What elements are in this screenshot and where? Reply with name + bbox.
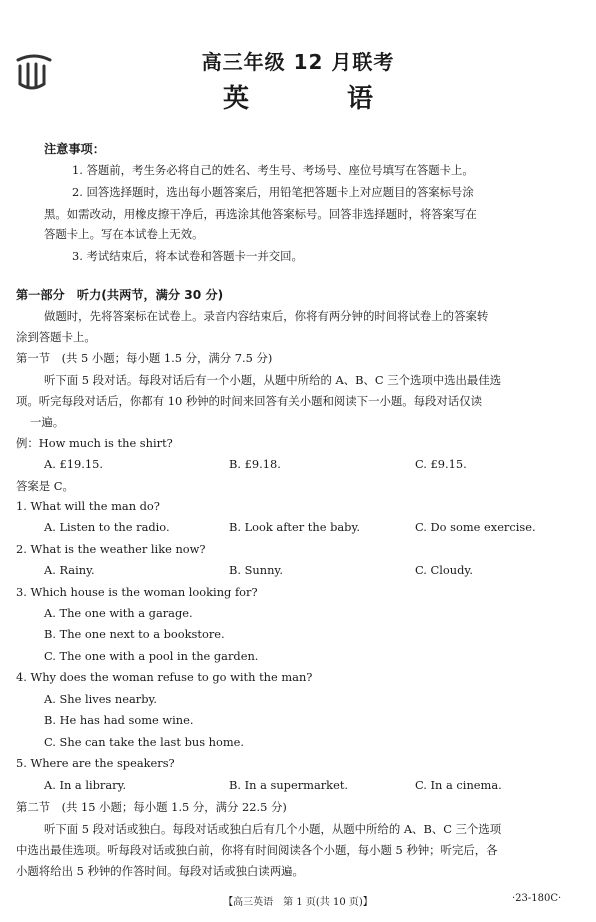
exam-title: 高三年级 12 月联考 (201, 50, 395, 74)
option: C. She can take the last bus home. (44, 735, 245, 749)
section1-heading: 第一节 (共 5 小题；每小题 1.5 分，满分 7.5 分) (16, 351, 273, 365)
option: B. He has had some wine. (44, 713, 194, 727)
part1-intro-line: 涂到答题卡上。 (16, 330, 96, 344)
option: A. Listen to the radio. (44, 520, 170, 534)
option: C. Do some exercise. (415, 520, 536, 534)
question: 4. Why does the woman refuse to go with the man? (16, 670, 313, 684)
option: B. Sunny. (229, 563, 283, 577)
notice-line: 1. 答题前，考生务必将自己的姓名、考生号、考场号、座位号填写在答题卡上。 (72, 163, 474, 177)
question: 1. What will the man do? (16, 499, 160, 513)
section2-intro-line: 听下面 5 段对话或独白。每段对话或独白后有几个小题，从题中所给的 A、B、C 三个选项 (44, 822, 502, 836)
section1-intro-line: 一遍。 (30, 415, 65, 429)
question: 3. Which house is the woman looking for? (16, 585, 258, 599)
notice-heading: 注意事项： (44, 142, 105, 156)
page-footer (0, 893, 596, 913)
notice-line: 黑。如需改动，用橡皮擦干净后，再选涂其他答案标号。回答非选择题时，将答案写在 (44, 207, 477, 221)
option: B. £9.18. (229, 457, 281, 471)
option: B. The one next to a bookstore. (44, 627, 225, 641)
section2-heading: 第二节 (共 15 小题；每小题 1.5 分，满分 22.5 分) (16, 800, 287, 814)
subject-title: 英 语 (222, 84, 409, 114)
question: 5. Where are the speakers? (16, 756, 175, 770)
footer-code: ·23-180C· (512, 893, 562, 904)
example-question: 例：How much is the shirt? (16, 436, 173, 450)
option: A. She lives nearby. (44, 692, 158, 706)
option: B. In a supermarket. (229, 778, 349, 792)
option: A. Rainy. (44, 563, 95, 577)
option: A. £19.15. (44, 457, 103, 471)
section1-intro-line: 听下面 5 段对话。每段对话后有一个小题，从题中所给的 A、B、C 三个选项中选出最佳选 (44, 373, 502, 387)
option: A. In a library. (44, 778, 127, 792)
option: C. The one with a pool in the garden. (44, 649, 259, 663)
option: B. Look after the baby. (229, 520, 360, 534)
footer-page-info: 【高三英语 第 1 页(共 10 页)】 (223, 897, 373, 908)
question: 2. What is the weather like now? (16, 542, 206, 556)
part1-intro-line: 做题时，先将答案标在试卷上。录音内容结束后，你将有两分钟的时间将试卷上的答案转 (44, 309, 489, 323)
option: C. In a cinema. (415, 778, 502, 792)
example-answer: 答案是 C。 (16, 479, 74, 493)
notice-line: 2. 回答选择题时，选出每小题答案后，用铅笔把答题卡上对应题目的答案标号涂 (72, 185, 474, 199)
option: C. Cloudy. (415, 563, 473, 577)
section1-intro-line: 项。听完每段对话后，你都有 10 秒钟的时间来回答有关小题和阅读下一小题。每段对话仅读 (16, 394, 482, 408)
part1-heading: 第一部分 听力(共两节，满分 30 分) (16, 288, 224, 302)
notice-line: 答题卡上。写在本试卷上无效。 (44, 227, 204, 241)
notice-line: 3. 考试结束后，将本试卷和答题卡一并交回。 (72, 249, 303, 263)
section2-intro-line: 小题将给出 5 秒钟的作答时间。每段对话或独白读两遍。 (16, 864, 304, 878)
option: A. The one with a garage. (44, 606, 193, 620)
option: C. £9.15. (415, 457, 467, 471)
section2-intro-line: 中选出最佳选项。听每段对话或独白前，你将有时间阅读各个小题，每小题 5 秒钟；听完后，各 (16, 843, 498, 857)
